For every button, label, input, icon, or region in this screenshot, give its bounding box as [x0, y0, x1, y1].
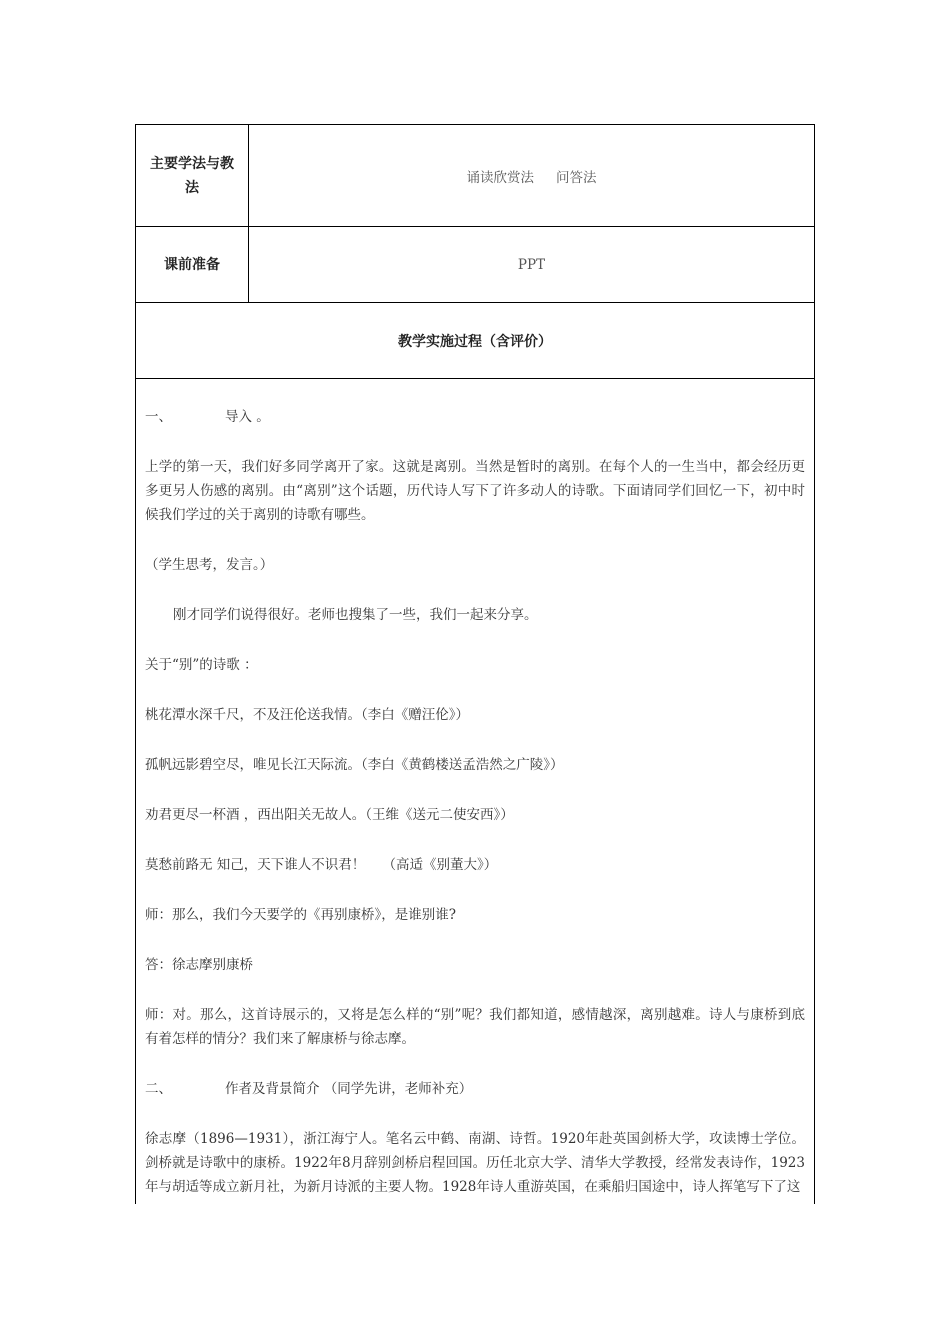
poem-line: 劝君更尽一杯酒 ，西出阳关无故人。（王维《送元二使安西》） — [145, 807, 514, 823]
section-title: 导入 。 — [225, 409, 270, 425]
section-number: 二、 — [145, 1081, 172, 1097]
methods-label: 主要学法与教法 — [136, 125, 249, 226]
paragraph-bio: 徐志摩（1896—1931），浙江海宁人。笔名云中鹤、南湖、诗哲。1920年赴英国剑桥大学，攻读博士学位。剑桥就是诗歌中的康桥。1922年8月辞别剑桥启程回国。历任北京大学、清华大学教授，经常发表诗作，1923年与胡适等成立新月社，为新月诗派的主要人物。1928年诗人重游英国，在乘船归国途中，诗人挥笔写下了这 — [145, 1131, 805, 1195]
section-heading-author — [145, 1077, 805, 1101]
methods-value — [249, 125, 814, 226]
poem-line: 孤帆远影碧空尽，唯见长江天际流。（李白《黄鹤楼送孟浩然之广陵》） — [145, 757, 564, 773]
method-recitation: 诵读欣赏法 — [466, 169, 534, 186]
prep-value: PPT — [517, 256, 546, 273]
method-qa: 问答法 — [556, 169, 597, 186]
prep-label: 课前准备 — [136, 227, 249, 302]
section-heading-intro — [145, 405, 805, 429]
paragraph-teacher: 刚才同学们说得很好。老师也搜集了一些，我们一起来分享。 — [173, 607, 538, 623]
methods-row — [136, 125, 814, 227]
paragraph-teacher-2: 师：对。那么，这首诗展示的，又将是怎么样的“别”呢？我们都知道，感情越深，离别越难。诗人与康桥到底有着怎样的情分？我们来了解康桥与徐志摩。 — [145, 1007, 805, 1047]
poem-line: 桃花潭水深千尺，不及汪伦送我情。（李白《赠汪伦》） — [145, 707, 469, 723]
teacher-question: 师：那么，我们今天要学的《再别康桥》，是谁别谁? — [145, 907, 456, 923]
paragraph-students: （学生思考，发言。） — [145, 557, 274, 573]
process-content — [136, 379, 814, 1204]
poem-line: 莫愁前路无 知己，天下谁人不识君！ （高适《别董大》） — [145, 857, 498, 873]
process-header-row — [136, 303, 814, 379]
prep-row — [136, 227, 814, 303]
section-number: 一、 — [145, 409, 172, 425]
paragraph-about: 关于“别”的诗歌 ： — [145, 657, 258, 673]
answer-line: 答：徐志摩别康桥 — [145, 957, 253, 973]
lesson-plan-table — [135, 124, 815, 1204]
paragraph-intro: 上学的第一天，我们好多同学离开了家。这就是离别。当然是暂时的离别。在每个人的一生当中，都会经历更多更另人伤感的离别。由“离别”这个话题，历代诗人写下了许多动人的诗歌。下面请同学们回忆一下，初中时候我们学过的关于离别的诗歌有哪些。 — [145, 459, 805, 523]
process-title: 教学实施过程（含评价） — [398, 333, 552, 350]
section-title: 作者及背景简介 （同学先讲，老师补充） — [225, 1081, 473, 1097]
